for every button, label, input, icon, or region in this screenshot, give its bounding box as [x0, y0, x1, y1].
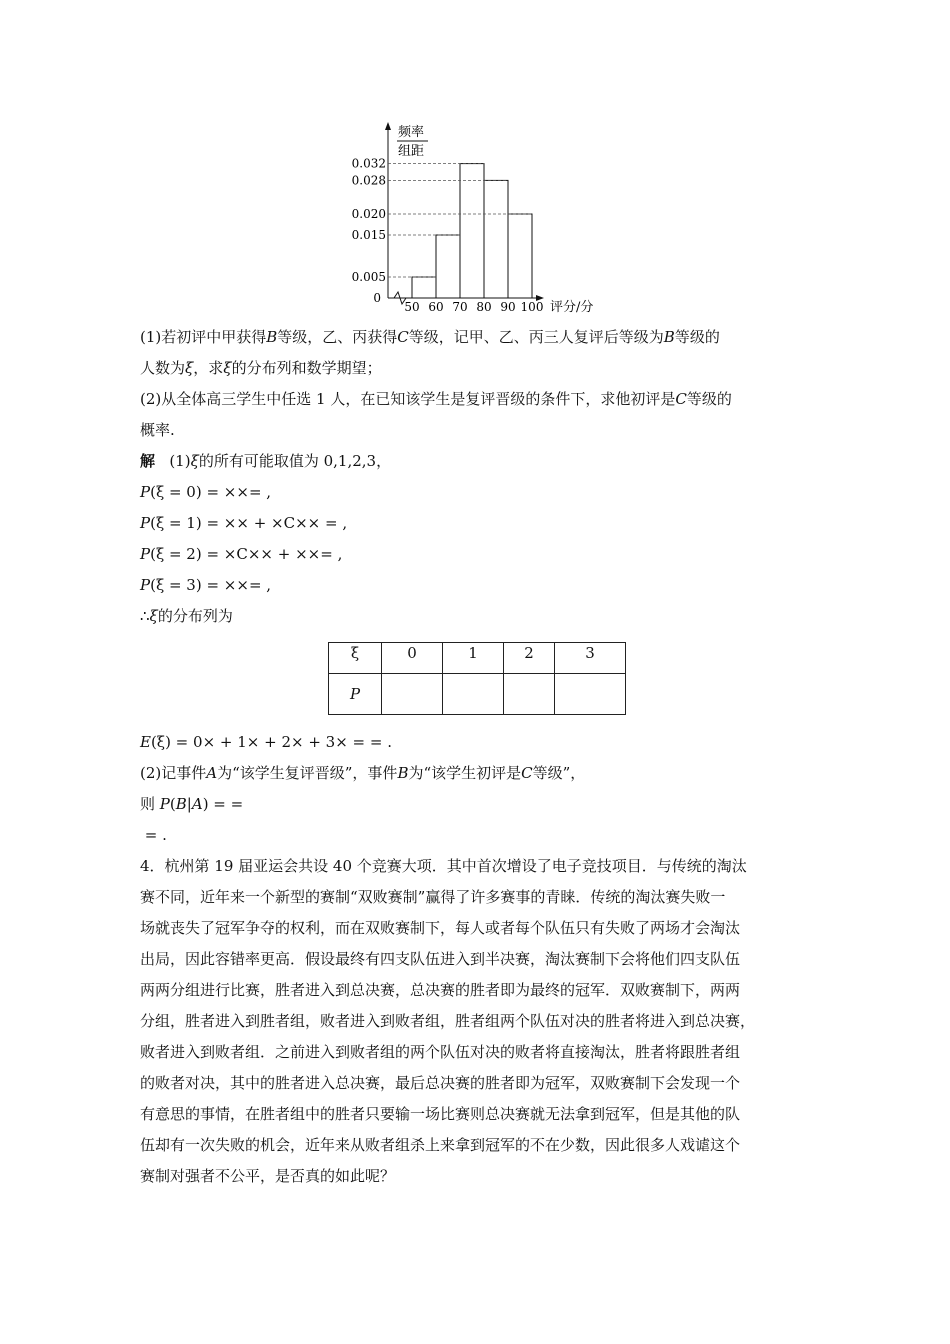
x-tick-label: 90: [500, 300, 516, 314]
y-label-top: 频率: [398, 125, 425, 140]
conditional-probability: 则 P(B|A) = =: [140, 795, 244, 813]
x-tick-label: 60: [428, 300, 444, 314]
problem-4-line: 伍却有一次失败的机会，近年来从败者组杀上来拿到冠军的不在少数，因此很多人戏谑这个: [140, 1136, 741, 1154]
y-axis-arrow: [385, 122, 391, 130]
table-header-cell: 2: [504, 643, 555, 674]
problem-4-line: 赛制对强者不公平，是否真的如此呢？: [140, 1167, 396, 1185]
solution-intro: 解 (1)ξ的所有可能取值为 0,1,2,3，: [140, 452, 392, 470]
part-2-events: (2)记事件A为“该学生复评晋级”，事件B为“该学生初评是C等级”，: [140, 764, 586, 782]
question-2-line-1: (2)从全体高三学生中任选 1 人，在已知该学生是复评晋级的条件下，求他初评是C等级的: [140, 390, 732, 408]
distribution-intro: ∴ξ的分布列为: [140, 607, 233, 625]
problem-4-line: 有意思的事情，在胜者组中的胜者只要输一场比赛则总决赛就无法拿到冠军，但是其他的队: [140, 1105, 741, 1123]
table-header-cell: 3: [555, 643, 626, 674]
conditional-probability-result: = .: [144, 826, 167, 844]
problem-4-line: 败者进入到败者组．之前进入到败者组的两个队伍对决的败者将直接淘汰，胜者将跟胜者组: [140, 1043, 741, 1061]
x-tick-label: 100: [520, 300, 544, 314]
histogram-bar: [460, 164, 484, 298]
histogram-bar: [412, 277, 436, 298]
histogram-bar: [508, 214, 532, 298]
prob-xi-0: P(ξ = 0) = ××= ,: [140, 483, 272, 501]
y-tick-label: 0.015: [351, 228, 386, 242]
y-tick-label: 0.028: [351, 173, 386, 188]
histogram-bar: [436, 235, 460, 298]
table-header-cell: 1: [443, 643, 504, 674]
solution-label: 解: [140, 452, 156, 470]
table-row: [329, 674, 626, 715]
problem-4-line: 分组，胜者进入到胜者组，败者进入到败者组，胜者组两个队伍对决的胜者将进入到总决赛，: [140, 1012, 756, 1030]
origin-label: 0: [373, 291, 381, 305]
y-tick-label: 0.005: [351, 270, 386, 284]
expectation: E(ξ) = 0× + 1× + 2× + 3× = = .: [140, 733, 392, 751]
problem-4-line: 4．杭州第 19 届亚运会共设 40 个竞赛大项．其中首次增设了电子竞技项目．与传统的淘汰: [140, 857, 747, 875]
question-2-line-2: 概率.: [140, 421, 175, 439]
table-cell: [382, 674, 443, 715]
problem-4-line: 场就丧失了冠军争夺的权利，而在双败赛制下，每人或者每个队伍只有失败了两场才会淘汰: [140, 919, 741, 937]
table-cell: [504, 674, 555, 715]
y-label-bottom: 组距: [398, 144, 425, 159]
x-axis-label: 评分/分: [550, 300, 594, 315]
distribution-table: [328, 642, 626, 715]
problem-4-line: 的败者对决，其中的胜者进入总决赛，最后总决赛的胜者即为冠军，双败赛制下会发现一个: [140, 1074, 741, 1092]
problem-4-line: 赛不同，近年来一个新型的赛制“双败赛制”赢得了许多赛事的青睐．传统的淘汰赛失败一: [140, 888, 726, 906]
table-header-cell: ξ: [329, 643, 382, 674]
histogram-bar: [484, 180, 508, 298]
table-cell: [443, 674, 504, 715]
y-tick-label: 0.032: [351, 156, 386, 171]
prob-xi-1: P(ξ = 1) = ×× + ×C×× = ,: [140, 514, 348, 532]
frequency-histogram: [340, 118, 610, 318]
x-tick-label: 80: [476, 300, 492, 314]
x-tick-label: 50: [404, 300, 420, 314]
question-1-line-1: (1)若初评中甲获得B等级，乙、丙获得C等级，记甲、乙、丙三人复评后等级为B等级的: [140, 328, 720, 346]
table-cell: [555, 674, 626, 715]
x-tick-label: 70: [452, 300, 468, 314]
table-row-label: P: [329, 674, 382, 715]
table-header-cell: 0: [382, 643, 443, 674]
problem-4-line: 出局，因此容错率更高．假设最终有四支队伍进入到半决赛，淘汰赛制下会将他们四支队伍: [140, 950, 741, 968]
y-tick-label: 0.020: [351, 207, 386, 221]
prob-xi-3: P(ξ = 3) = ××= ,: [140, 576, 272, 594]
content: [140, 322, 812, 1192]
prob-xi-2: P(ξ = 2) = ×C×× + ××= ,: [140, 545, 343, 563]
question-1-line-2: 人数为ξ，求ξ的分布列和数学期望；: [140, 359, 382, 377]
problem-4-line: 两两分组进行比赛，胜者进入到总决赛，总决赛的胜者即为最终的冠军．双败赛制下，两两: [140, 981, 741, 999]
table-row: [329, 643, 626, 674]
